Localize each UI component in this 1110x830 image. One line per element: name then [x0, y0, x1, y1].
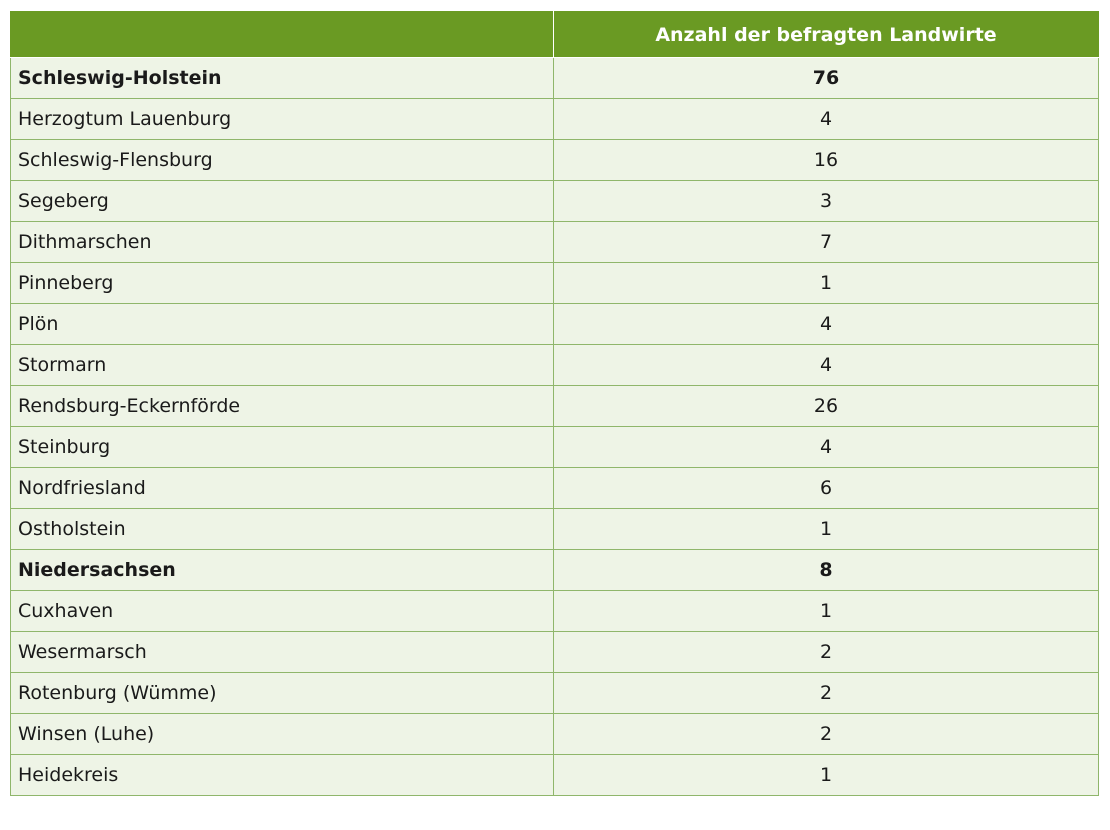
- district-name-cell: Rotenburg (Wümme): [11, 673, 554, 714]
- table-row: [11, 714, 1099, 755]
- district-name-cell: Pinneberg: [11, 263, 554, 304]
- table-row: [11, 386, 1099, 427]
- district-name-cell: Segeberg: [11, 181, 554, 222]
- table-header: [11, 12, 1099, 58]
- table-row: [11, 509, 1099, 550]
- farmer-count-cell: 4: [554, 427, 1099, 468]
- table-row: [11, 632, 1099, 673]
- farmer-count-cell: 4: [554, 99, 1099, 140]
- table-row: [11, 304, 1099, 345]
- table-row: [11, 263, 1099, 304]
- district-name-cell: Steinburg: [11, 427, 554, 468]
- farmer-count-cell: 4: [554, 304, 1099, 345]
- table-row: [11, 427, 1099, 468]
- table-row: [11, 345, 1099, 386]
- survey-table-container: [10, 11, 1098, 796]
- group-row: [11, 550, 1099, 591]
- farmer-count-cell: 2: [554, 714, 1099, 755]
- farmer-count-cell: 26: [554, 386, 1099, 427]
- group-row: [11, 58, 1099, 99]
- farmer-count-cell: 76: [554, 58, 1099, 99]
- district-name-cell: Schleswig-Flensburg: [11, 140, 554, 181]
- farmer-count-cell: 1: [554, 509, 1099, 550]
- table-row: [11, 468, 1099, 509]
- farmer-count-cell: 4: [554, 345, 1099, 386]
- district-name-cell: Heidekreis: [11, 755, 554, 796]
- header-count-cell: Anzahl der befragten Landwirte: [554, 12, 1099, 58]
- district-name-cell: Plön: [11, 304, 554, 345]
- district-name-cell: Dithmarschen: [11, 222, 554, 263]
- table-row: [11, 181, 1099, 222]
- farmer-count-cell: 7: [554, 222, 1099, 263]
- farmer-count-cell: 2: [554, 632, 1099, 673]
- farmer-count-cell: 8: [554, 550, 1099, 591]
- table-row: [11, 222, 1099, 263]
- survey-table: [10, 11, 1099, 796]
- farmer-count-cell: 3: [554, 181, 1099, 222]
- table-body: [11, 58, 1099, 796]
- district-name-cell: Winsen (Luhe): [11, 714, 554, 755]
- table-row: [11, 99, 1099, 140]
- state-name-cell: Schleswig-Holstein: [11, 58, 554, 99]
- header-region-cell: [11, 12, 554, 58]
- district-name-cell: Rendsburg-Eckernförde: [11, 386, 554, 427]
- header-row: [11, 12, 1099, 58]
- district-name-cell: Cuxhaven: [11, 591, 554, 632]
- district-name-cell: Stormarn: [11, 345, 554, 386]
- district-name-cell: Ostholstein: [11, 509, 554, 550]
- farmer-count-cell: 1: [554, 591, 1099, 632]
- farmer-count-cell: 2: [554, 673, 1099, 714]
- table-row: [11, 591, 1099, 632]
- farmer-count-cell: 1: [554, 263, 1099, 304]
- district-name-cell: Wesermarsch: [11, 632, 554, 673]
- table-row: [11, 755, 1099, 796]
- table-row: [11, 140, 1099, 181]
- farmer-count-cell: 1: [554, 755, 1099, 796]
- district-name-cell: Nordfriesland: [11, 468, 554, 509]
- farmer-count-cell: 6: [554, 468, 1099, 509]
- state-name-cell: Niedersachsen: [11, 550, 554, 591]
- farmer-count-cell: 16: [554, 140, 1099, 181]
- table-row: [11, 673, 1099, 714]
- district-name-cell: Herzogtum Lauenburg: [11, 99, 554, 140]
